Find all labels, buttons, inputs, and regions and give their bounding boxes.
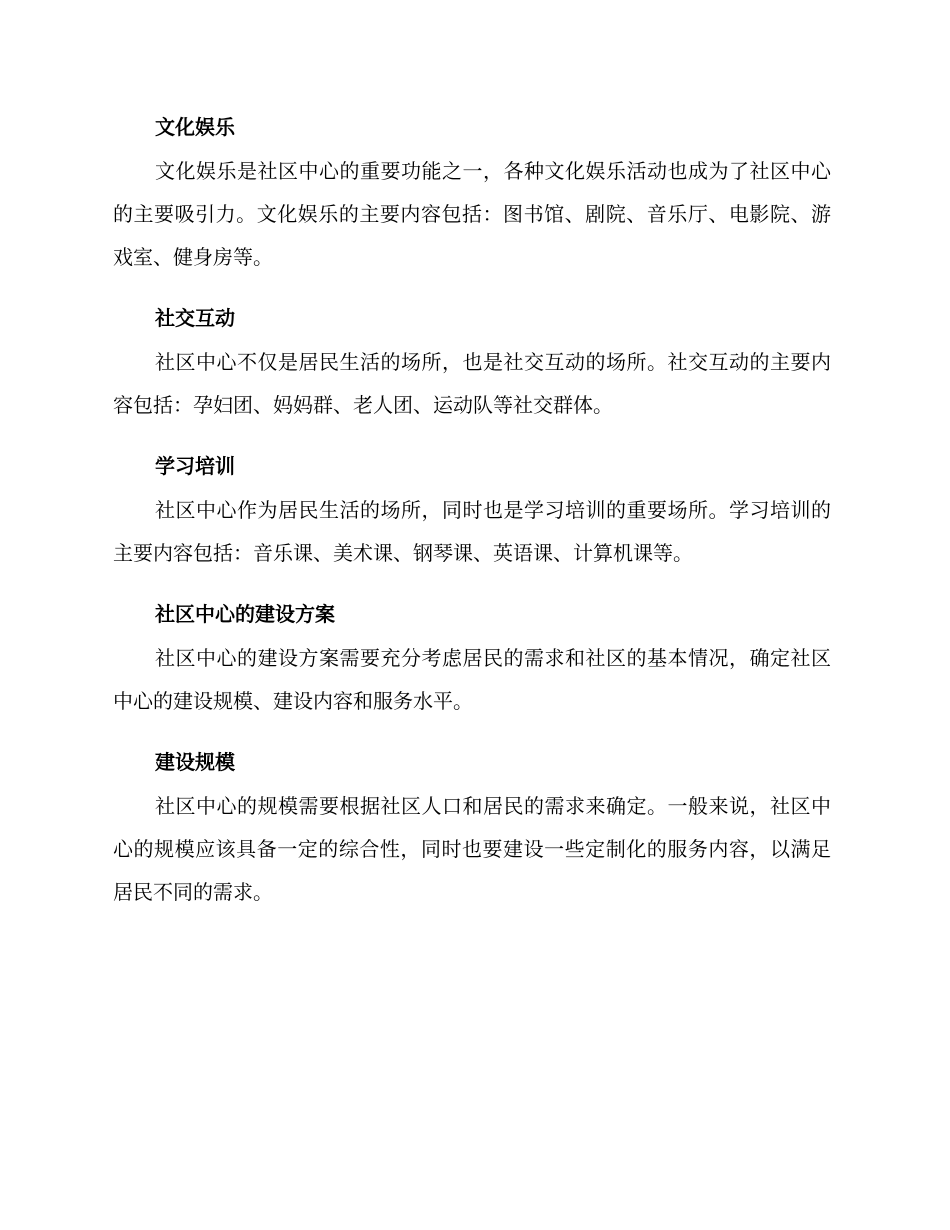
document-page xyxy=(113,106,831,932)
section-construction-plan xyxy=(113,593,831,723)
section-paragraph: 社区中心的建设方案需要充分考虑居民的需求和社区的基本情况，确定社区中心的建设规模、建设内容和服务水平。 xyxy=(113,646,831,713)
section-learning-training xyxy=(113,445,831,575)
section-paragraph: 社区中心作为居民生活的场所，同时也是学习培训的重要场所。学习培训的主要内容包括：音乐课、美术课、钢琴课、英语课、计算机课等。 xyxy=(113,498,831,565)
section-paragraph: 社区中心的规模需要根据社区人口和居民的需求来确定。一般来说，社区中心的规模应该具备一定的综合性，同时也要建设一些定制化的服务内容，以满足居民不同的需求。 xyxy=(113,794,831,904)
section-paragraph: 社区中心不仅是居民生活的场所，也是社交互动的场所。社交互动的主要内容包括：孕妇团、妈妈群、老人团、运动队等社交群体。 xyxy=(113,350,831,417)
section-heading: 社区中心的建设方案 xyxy=(155,602,335,626)
section-heading: 学习培训 xyxy=(155,454,235,478)
section-heading: 文化娱乐 xyxy=(155,115,235,139)
section-heading: 社交互动 xyxy=(155,306,235,330)
section-social-interaction xyxy=(113,297,831,427)
section-paragraph: 文化娱乐是社区中心的重要功能之一，各种文化娱乐活动也成为了社区中心的主要吸引力。文化娱乐的主要内容包括：图书馆、剧院、音乐厅、电影院、游戏室、健身房等。 xyxy=(113,159,831,269)
section-culture-entertainment xyxy=(113,106,831,279)
section-construction-scale xyxy=(113,741,831,914)
section-heading: 建设规模 xyxy=(155,750,235,774)
